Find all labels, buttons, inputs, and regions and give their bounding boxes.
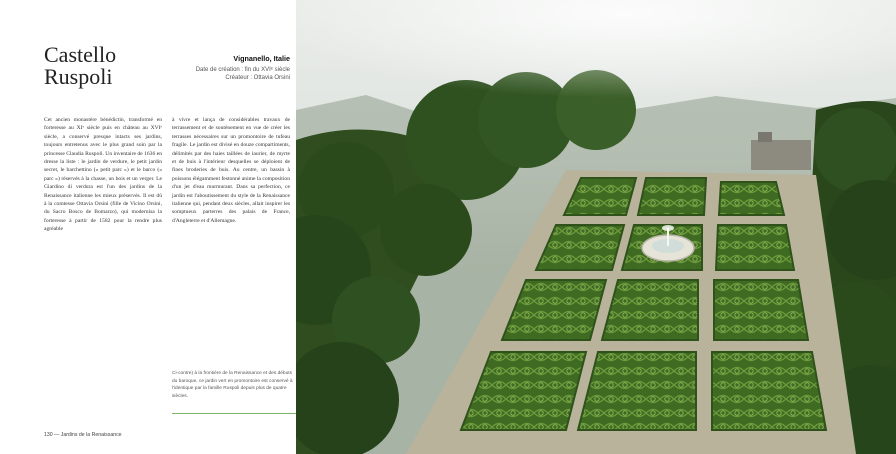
garden-photo-illustration	[296, 0, 896, 454]
body-column-2: à vivre et lança de considérables travaux de terrassement et de soutènement en vue de créer les terrasses nécessaires sur un promontoire de tufeau fragile. Le jardin est divisé en douze compartiments, délimités par des haies taillées de laurier, de myrte et de buis à l'intérieur desquelles se déploient de fines broderies de buis. Au centre, un bassin à poissons élégamment festonné anime la composition d'un jet d'eau murmurant. Dans sa perfection, ce jardin est l'aboutissement du style de la Renaissance italienne qui, pendant deux siècles, allait inspirer les somptueux parterres des palais de France, d'Angleterre et d'Allemagne.	[172, 117, 290, 224]
mist	[296, 0, 896, 140]
body-column-1: Cet ancien monastère bénédictin, transformé en forteresse au XIᵉ siècle puis en château au XVIᵉ siècle, a conservé presque intacts ses jardins, toujours entretenus avec le plus grand soin par la princesse Claudia Ruspoli. Un inventaire de 1636 en dresse la liste : le jardin de verdure, le petit jardin secret, le barchettino (« petit parc ») et le barco (« parc ») réservés à la chasse, un bois et un verger. Le Giardino di verdura est l'un des jardins de la Renaissance italienne les mieux préservés. Il est dû à la comtesse Ottavia Orsini (fille de Vicino Orsini, du Sacro Bosco de Bomarzo), qui modernisa la forteresse à partir de 1582 pour la rendre plus agréable	[44, 117, 162, 233]
page-title	[44, 44, 116, 88]
creation-date: Date de création : fin du XVIᵉ siècle	[195, 67, 290, 73]
castle-building	[751, 140, 811, 170]
title-line-2: Ruspoli	[44, 64, 113, 89]
garden-meta	[196, 54, 290, 82]
left-page	[0, 0, 296, 454]
caption-rule	[172, 413, 296, 414]
creator: Créateur : Ottavia Orsini	[225, 75, 290, 81]
garden-photo	[296, 0, 896, 454]
photo-caption: Ci-contre) à la frontière de la Renaissance et des débuts du baroque, ce jardin vert en promontoire est conservé à l'identique par la famille Ruspoli depuis plus de quatre siècles.	[172, 371, 293, 399]
place-label: Vignanello, Italie	[233, 54, 290, 63]
page-folio: 130 — Jardins de la Renaissance	[44, 432, 122, 438]
title-line-1: Castello	[44, 42, 117, 67]
